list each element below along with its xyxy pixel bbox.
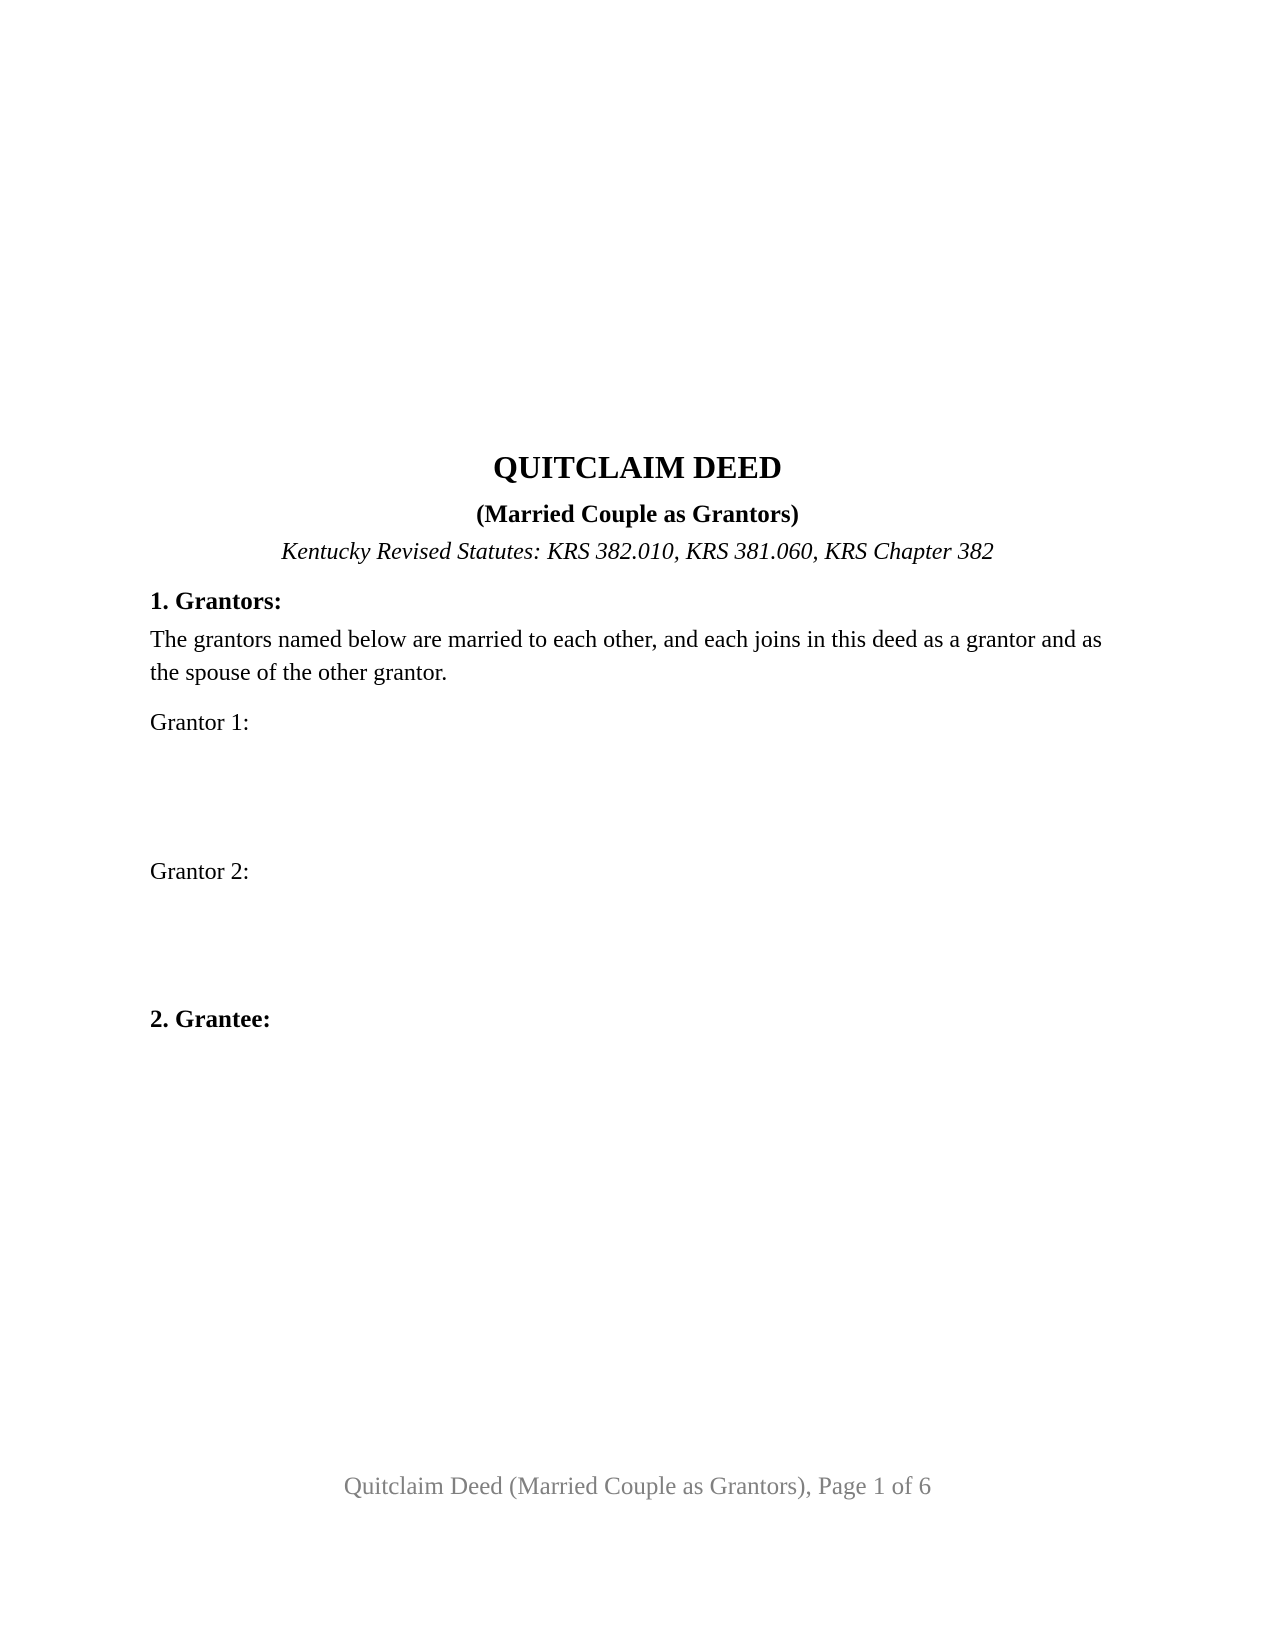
document-title: QUITCLAIM DEED: [493, 449, 782, 485]
grantor-1-label: Grantor 1:: [150, 710, 250, 736]
grantors-description: The grantors named below are married to each other, and each joins in this deed as a grantor and as the spouse of the other grantor.: [150, 627, 1103, 686]
statutes-reference: Kentucky Revised Statutes: KRS 382.010, KRS 381.060, KRS Chapter 382: [281, 539, 994, 565]
document-subtitle: (Married Couple as Grantors): [476, 501, 799, 528]
grantor-2-label: Grantor 2:: [150, 859, 250, 885]
grantee-heading: 2. Grantee:: [150, 1006, 271, 1033]
page-footer: Quitclaim Deed (Married Couple as Grantors), Page 1 of 6: [343, 1473, 932, 1500]
grantors-heading: 1. Grantors:: [150, 588, 282, 615]
